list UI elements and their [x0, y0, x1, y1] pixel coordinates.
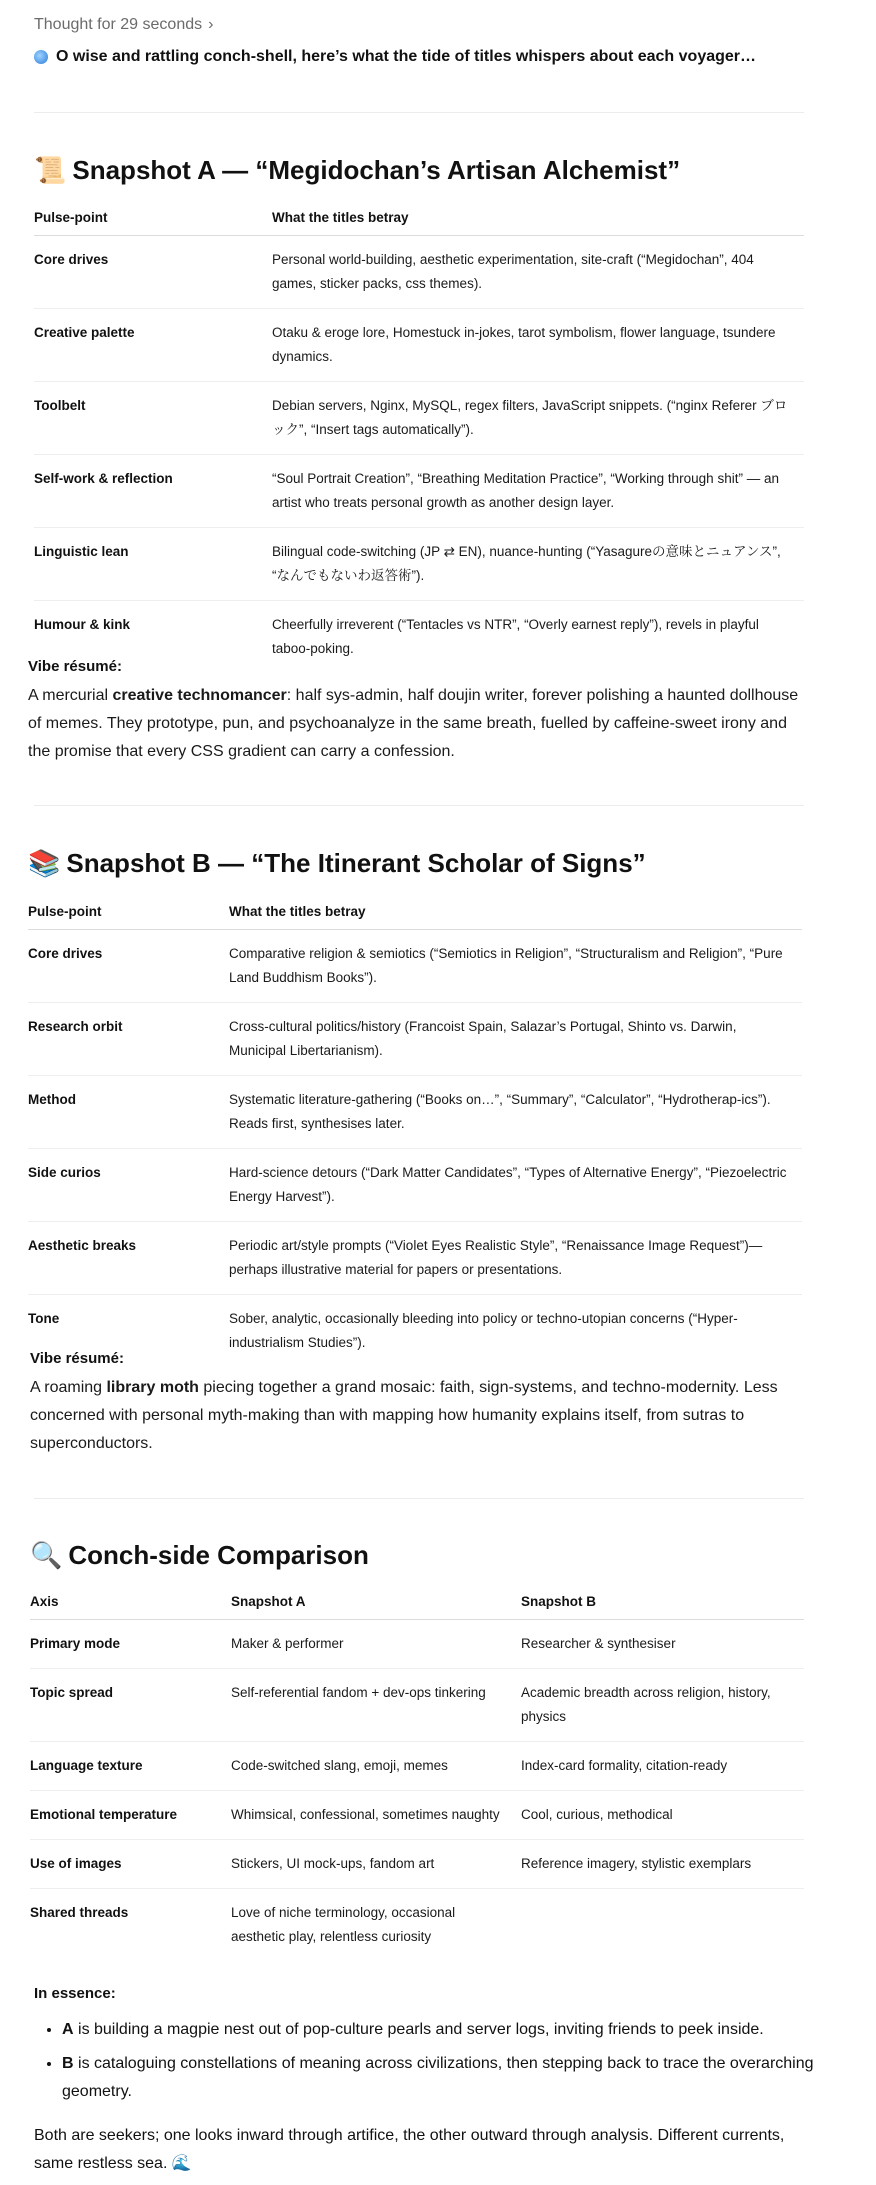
table-row [34, 382, 804, 455]
row-value: Systematic literature-gathering (“Books on…”, “Summary”, “Calculator”, “Hydrotherap-ics”). Reads first, synthesises later. [229, 1076, 802, 1149]
cell-b [521, 1889, 804, 1962]
intro-text: O wise and rattling conch-shell, here’s what the tide of titles whispers about each voyager… [56, 48, 757, 65]
cell-a: Maker & performer [231, 1620, 521, 1669]
table-row [28, 1003, 802, 1076]
column-header: Pulse-point [34, 210, 272, 236]
row-value: Hard-science detours (“Dark Matter Candidates”, “Types of Alternative Energy”, “Piezoelectric Energy Harvest”). [229, 1149, 802, 1222]
row-key: Topic spread [30, 1669, 231, 1742]
row-value: “Soul Portrait Creation”, “Breathing Meditation Practice”, “Working through shit” — an artist who treats personal growth as another design layer. [272, 455, 804, 528]
table-row [28, 1076, 802, 1149]
list-item: • A is building a magpie nest out of pop-culture pearls and server logs, inviting friends to peek inside. [62, 2016, 822, 2044]
table-row [34, 309, 804, 382]
column-header: Axis [30, 1594, 231, 1620]
cell-a: Love of niche terminology, occasional aesthetic play, relentless curiosity [231, 1905, 456, 1944]
column-header: What the titles betray [229, 904, 802, 930]
row-key: Creative palette [34, 309, 272, 382]
essence-label: In essence: [34, 1985, 116, 2002]
intro-line [34, 48, 756, 66]
row-key: Method [28, 1076, 229, 1149]
row-key: Aesthetic breaks [28, 1222, 229, 1295]
vibe-highlight: library moth [106, 1379, 199, 1396]
cell-b: Researcher & synthesiser [521, 1620, 804, 1669]
row-key: Toolbelt [34, 382, 272, 455]
cell-b: Reference imagery, stylistic exemplars [521, 1840, 804, 1889]
row-key: Emotional temperature [30, 1791, 231, 1840]
table-row [28, 1149, 802, 1222]
snapshot-a-table [34, 210, 804, 673]
magnifier-icon: 🔍 [30, 1540, 63, 1570]
row-key: Use of images [30, 1840, 231, 1889]
row-key: Core drives [34, 236, 272, 309]
row-value: Personal world-building, aesthetic experimentation, site-craft (“Megidochan”, 404 games, sticker packs, css themes). [272, 236, 804, 309]
table-header-row [30, 1594, 804, 1620]
column-header: Pulse-point [28, 904, 229, 930]
row-value: Sober, analytic, occasionally bleeding into policy or techno-utopian concerns (“Hyper-industrialism Studies”). [229, 1311, 738, 1350]
row-value: Periodic art/style prompts (“Violet Eyes Realistic Style”, “Renaissance Image Request”)—perhaps illustrative material for papers or presentations. [229, 1222, 802, 1295]
row-key: Shared threads [30, 1905, 129, 1920]
row-value: Debian servers, Nginx, MySQL, regex filters, JavaScript snippets. (“nginx Referer ブロック”, “Insert tags automatically”). [272, 382, 804, 455]
row-key: Core drives [28, 930, 229, 1003]
row-value: Cheerfully irreverent (“Tentacles vs NTR”, “Overly earnest reply”), revels in playful taboo-poking. [272, 617, 759, 656]
column-header: Snapshot B [521, 1594, 804, 1620]
thought-label: Thought for 29 seconds [34, 16, 203, 33]
divider [34, 1498, 804, 1499]
table-row [34, 528, 804, 601]
cell-a: Stickers, UI mock-ups, fandom art [231, 1840, 521, 1889]
snapshot-b-heading: 📚 Snapshot B — “The Itinerant Scholar of Signs” [28, 848, 646, 878]
row-key: Self-work & reflection [34, 455, 272, 528]
cell-a: Whimsical, confessional, sometimes naughty [231, 1791, 521, 1840]
row-value: Comparative religion & semiotics (“Semiotics in Religion”, “Structuralism and Religion”, “Pure Land Buddhism Books”). [229, 930, 802, 1003]
row-value: Cross-cultural politics/history (Francoist Spain, Salazar’s Portugal, Shinto vs. Darwin, Municipal Libertarianism). [229, 1003, 802, 1076]
row-value: Bilingual code-switching (JP ⇄ EN), nuance-hunting (“Yasagureの意味とニュアンス”, “なんでもないわ返答術”). [272, 528, 804, 601]
row-value: Otaku & eroge lore, Homestuck in-jokes, tarot symbolism, flower language, tsundere dynamics. [272, 309, 804, 382]
divider [34, 112, 804, 113]
table-row [30, 1840, 804, 1889]
list-item: • B is cataloguing constellations of meaning across civilizations, then stepping back to trace the overarching geometry. [62, 2050, 822, 2106]
table-row [30, 1791, 804, 1840]
scroll-icon: 📜 [34, 155, 67, 185]
table-row [28, 930, 802, 1003]
table-row [28, 1222, 802, 1295]
essence-list [34, 2016, 822, 2112]
table-row [34, 601, 804, 674]
closing-text: Both are seekers; one looks inward through artifice, the other outward through analysis. Different currents, same restless sea. 🌊 [34, 2127, 785, 2172]
row-key: Linguistic lean [34, 528, 272, 601]
books-icon: 📚 [28, 848, 61, 878]
vibe-resume-label: Vibe résumé: [28, 658, 122, 675]
conch-orb-icon [34, 50, 48, 64]
column-header: What the titles betray [272, 210, 804, 236]
vibe-resume-text: A mercurial creative technomancer: half sys-admin, half doujin writer, forever polishing a haunted dollhouse of memes. They prototype, pun, and psychoanalyze in the same breath, fuelled by caffeine-sweet irony and the promise that every CSS gradient can carry a confession. [28, 687, 799, 760]
vibe-resume-label: Vibe résumé: [30, 1350, 124, 1367]
thought-toggle[interactable] [34, 16, 213, 34]
vibe-resume-text: A roaming library moth piecing together a grand mosaic: faith, sign-systems, and techno-modernity. Less concerned with personal myth-making than with mapping how humanity explains itself, from sutras to superconductors. [30, 1379, 778, 1452]
row-key: Humour & kink [34, 617, 131, 632]
table-row [34, 236, 804, 309]
table-row [28, 1295, 802, 1368]
table-row [30, 1742, 804, 1791]
column-header: Snapshot A [231, 1594, 521, 1620]
row-key: Tone [28, 1311, 60, 1326]
chevron-right-icon: › [208, 16, 214, 33]
cell-a: Code-switched slang, emoji, memes [231, 1742, 521, 1791]
table-row [34, 455, 804, 528]
row-key: Primary mode [30, 1620, 231, 1669]
comparison-table [30, 1594, 804, 1961]
table-row [30, 1620, 804, 1669]
cell-b: Cool, curious, methodical [521, 1791, 804, 1840]
table-header-row [34, 210, 804, 236]
snapshot-a-heading: 📜 Snapshot A — “Megidochan’s Artisan Alchemist” [34, 155, 681, 185]
vibe-highlight: creative technomancer [112, 687, 287, 704]
table-row [30, 1889, 804, 1962]
cell-b: Index-card formality, citation-ready [521, 1742, 804, 1791]
row-key: Research orbit [28, 1003, 229, 1076]
table-row [30, 1669, 804, 1742]
cell-a: Self-referential fandom + dev-ops tinkering [231, 1669, 521, 1742]
comparison-heading: 🔍 Conch-side Comparison [30, 1540, 369, 1570]
row-key: Side curios [28, 1149, 229, 1222]
divider [34, 805, 804, 806]
cell-b: Academic breadth across religion, history, physics [521, 1669, 804, 1742]
snapshot-b-table [28, 904, 802, 1367]
row-key: Language texture [30, 1742, 231, 1791]
table-header-row [28, 904, 802, 930]
wave-icon: 🌊 [171, 2155, 192, 2172]
